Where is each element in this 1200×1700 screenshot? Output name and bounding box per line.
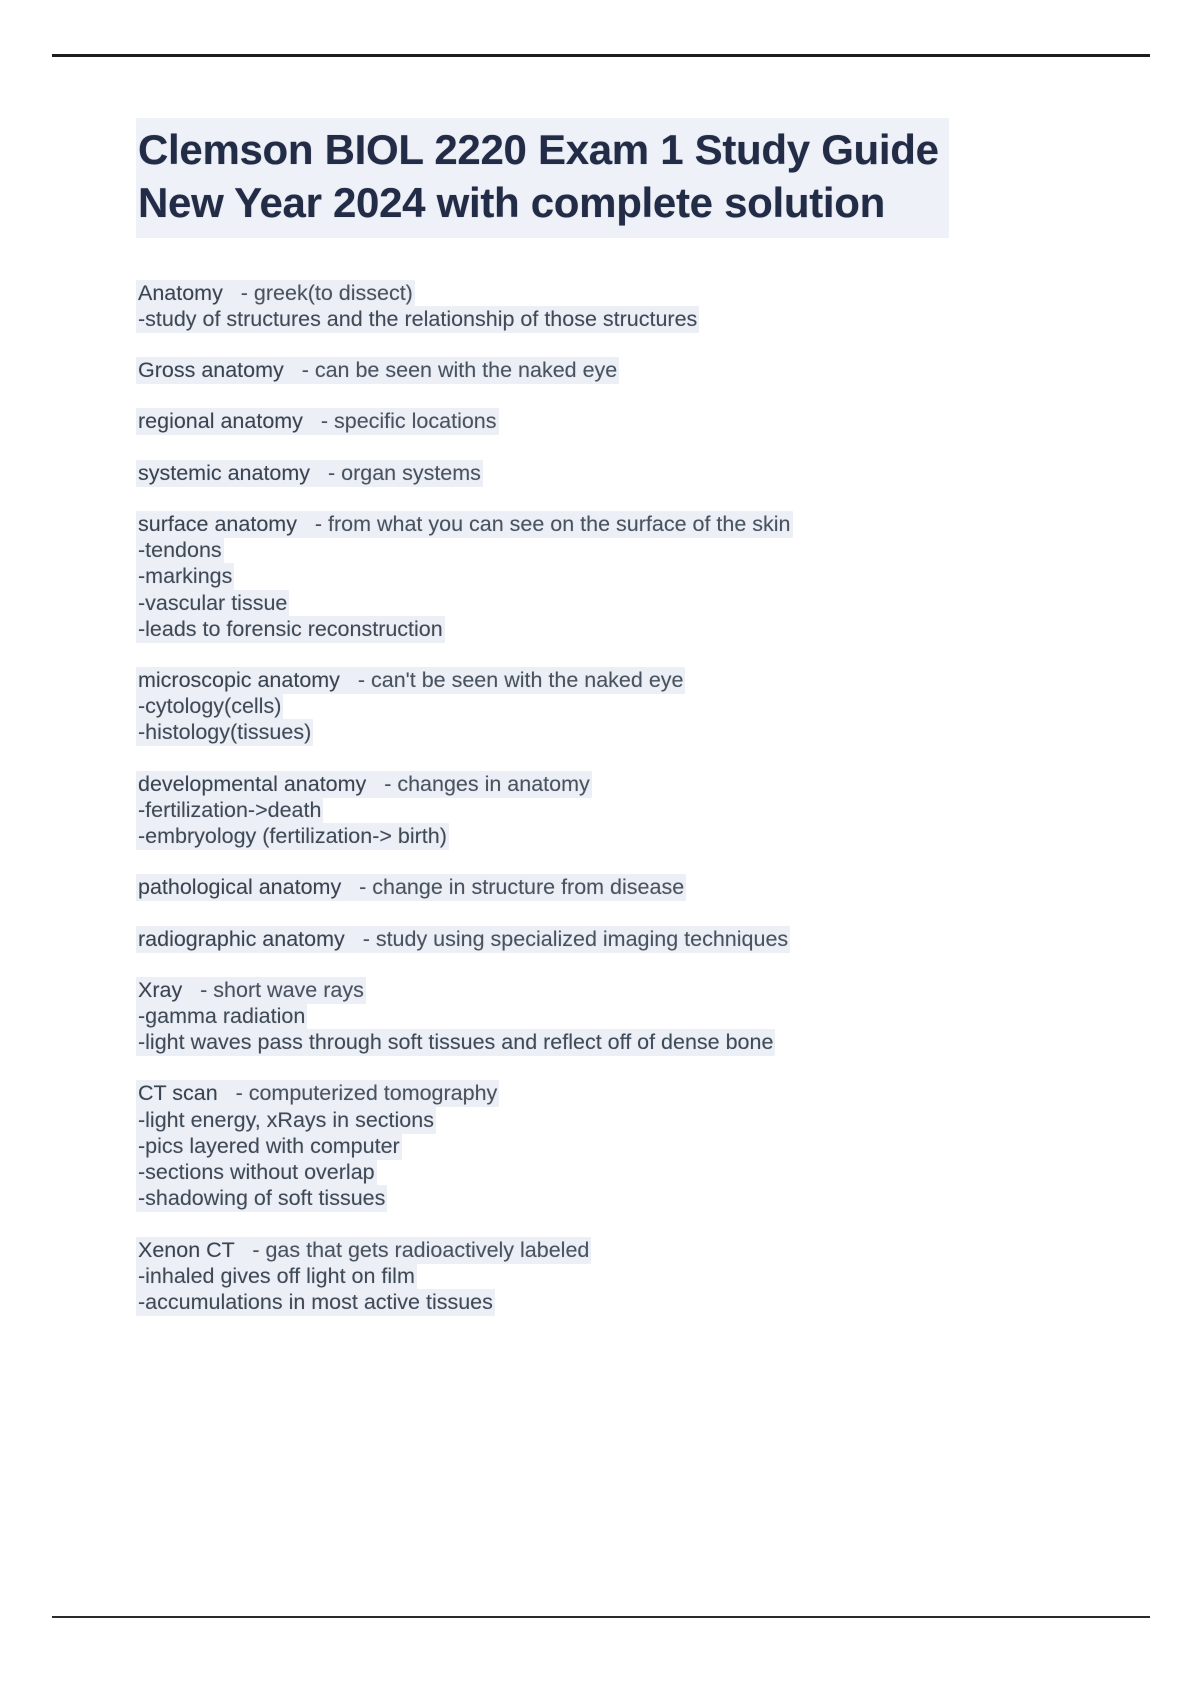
definition-entry-heading: [136, 926, 1036, 952]
definition-entry-heading: [136, 977, 1036, 1003]
definition-term: systemic anatomy: [138, 460, 311, 485]
definition-entry: [136, 511, 1036, 642]
highlight-band: [136, 926, 790, 953]
definition-bullet: [136, 563, 1036, 589]
footer-divider: [52, 1616, 1150, 1618]
highlight-band: -light waves pass through soft tissues and reflect off of dense bone: [138, 1030, 774, 1055]
definition-entry-heading: [136, 1080, 1036, 1106]
definition-entry-heading: [136, 460, 1036, 486]
definition-bullet: [136, 1159, 1036, 1185]
header-divider: [52, 54, 1150, 57]
highlight-band: -sections without overlap: [138, 1160, 375, 1185]
definition-entry: [136, 280, 1036, 332]
definition-entry: [136, 771, 1036, 850]
definition-text: - organ systems: [327, 460, 481, 485]
definition-text: - short wave rays: [200, 977, 364, 1002]
page-title-line-2: New Year 2024 with complete solution: [138, 178, 886, 226]
highlight-band: -histology(tissues): [138, 720, 312, 745]
definition-term: radiographic anatomy: [138, 926, 345, 951]
highlight-band: -light energy, xRays in sections: [138, 1107, 434, 1132]
highlight-band: [136, 771, 592, 798]
definition-bullet: [136, 1133, 1036, 1159]
highlight-band: [136, 460, 483, 487]
definition-term: Anatomy: [138, 280, 223, 305]
definition-term: surface anatomy: [138, 511, 297, 536]
definition-entry: [136, 926, 1036, 952]
definition-entry: [136, 408, 1036, 434]
definition-entry-heading: [136, 408, 1036, 434]
definition-entry: [136, 977, 1036, 1056]
definition-entry-heading: [136, 1237, 1036, 1263]
highlight-band: [136, 667, 685, 694]
definition-entry-heading: [136, 280, 1036, 306]
definition-entry: [136, 1080, 1036, 1211]
highlight-band: [136, 357, 619, 384]
definition-text: - specific locations: [320, 409, 497, 434]
definition-term: Gross anatomy: [138, 358, 284, 383]
definition-term: developmental anatomy: [138, 771, 367, 796]
highlight-band: -inhaled gives off light on film: [138, 1263, 415, 1288]
definition-text: - change in structure from disease: [359, 875, 685, 900]
definition-term: Xenon CT: [138, 1237, 235, 1262]
definition-text: - computerized tomography: [235, 1081, 498, 1106]
definition-bullet: [136, 306, 1036, 332]
highlight-band: [136, 1080, 499, 1107]
definition-text: - study using specialized imaging techniques: [362, 926, 789, 951]
definition-bullet: [136, 719, 1036, 745]
highlight-band: [136, 280, 415, 307]
page-title-line-1: Clemson BIOL 2220 Exam 1 Study Guide: [138, 126, 939, 173]
document-content: [136, 118, 1036, 1340]
definition-entry: [136, 460, 1036, 486]
highlight-band: -leads to forensic reconstruction: [138, 616, 443, 641]
definition-bullet: [136, 693, 1036, 719]
definition-term: pathological anatomy: [138, 875, 342, 900]
definition-bullet: [136, 1289, 1036, 1315]
definition-entry-heading: [136, 771, 1036, 797]
definition-term: Xray: [138, 977, 183, 1002]
definition-text: - gas that gets radioactively labeled: [252, 1237, 590, 1262]
highlight-band: -markings: [138, 564, 233, 589]
definition-entry-heading: [136, 667, 1036, 693]
highlight-band: [136, 511, 793, 538]
definition-text: - from what you can see on the surface of the skin: [314, 511, 791, 536]
definition-list: [136, 280, 1036, 1315]
highlight-band: [136, 1237, 591, 1264]
highlight-band: -vascular tissue: [138, 590, 288, 615]
definition-text: - changes in anatomy: [384, 771, 590, 796]
definition-text: - can be seen with the naked eye: [301, 358, 618, 383]
definition-text: - can't be seen with the naked eye: [357, 668, 684, 692]
highlight-band: -cytology(cells): [138, 694, 282, 719]
highlight-band: [136, 874, 686, 901]
definition-bullet: [136, 1263, 1036, 1289]
definition-entry: [136, 667, 1036, 746]
definition-entry-heading: [136, 511, 1036, 537]
definition-bullet: [136, 1185, 1036, 1211]
highlight-band: -gamma radiation: [138, 1003, 306, 1028]
definition-term: CT scan: [138, 1081, 218, 1106]
highlight-band: -accumulations in most active tissues: [138, 1289, 493, 1314]
page-title: [136, 118, 949, 238]
definition-entry-heading: [136, 357, 1036, 383]
definition-bullet: [136, 1107, 1036, 1133]
definition-bullet: [136, 1029, 1036, 1055]
highlight-band: -study of structures and the relationship of those structures: [138, 307, 698, 332]
definition-entry: [136, 1237, 1036, 1316]
highlight-band: -tendons: [138, 538, 222, 563]
highlight-band: -fertilization->death: [138, 797, 322, 822]
highlight-band: [136, 408, 499, 435]
definition-bullet: [136, 823, 1036, 849]
definition-term: microscopic anatomy: [138, 668, 340, 692]
definition-bullet: [136, 616, 1036, 642]
definition-entry-heading: [136, 874, 1036, 900]
definition-text: - greek(to dissect): [240, 280, 413, 305]
definition-entry: [136, 874, 1036, 900]
definition-entry: [136, 357, 1036, 383]
definition-bullet: [136, 590, 1036, 616]
highlight-band: -shadowing of soft tissues: [138, 1186, 386, 1211]
definition-bullet: [136, 1003, 1036, 1029]
highlight-band: -pics layered with computer: [138, 1133, 400, 1158]
definition-term: regional anatomy: [138, 409, 303, 434]
highlight-band: [136, 977, 366, 1004]
definition-bullet: [136, 537, 1036, 563]
highlight-band: -embryology (fertilization-> birth): [138, 824, 447, 849]
definition-bullet: [136, 797, 1036, 823]
